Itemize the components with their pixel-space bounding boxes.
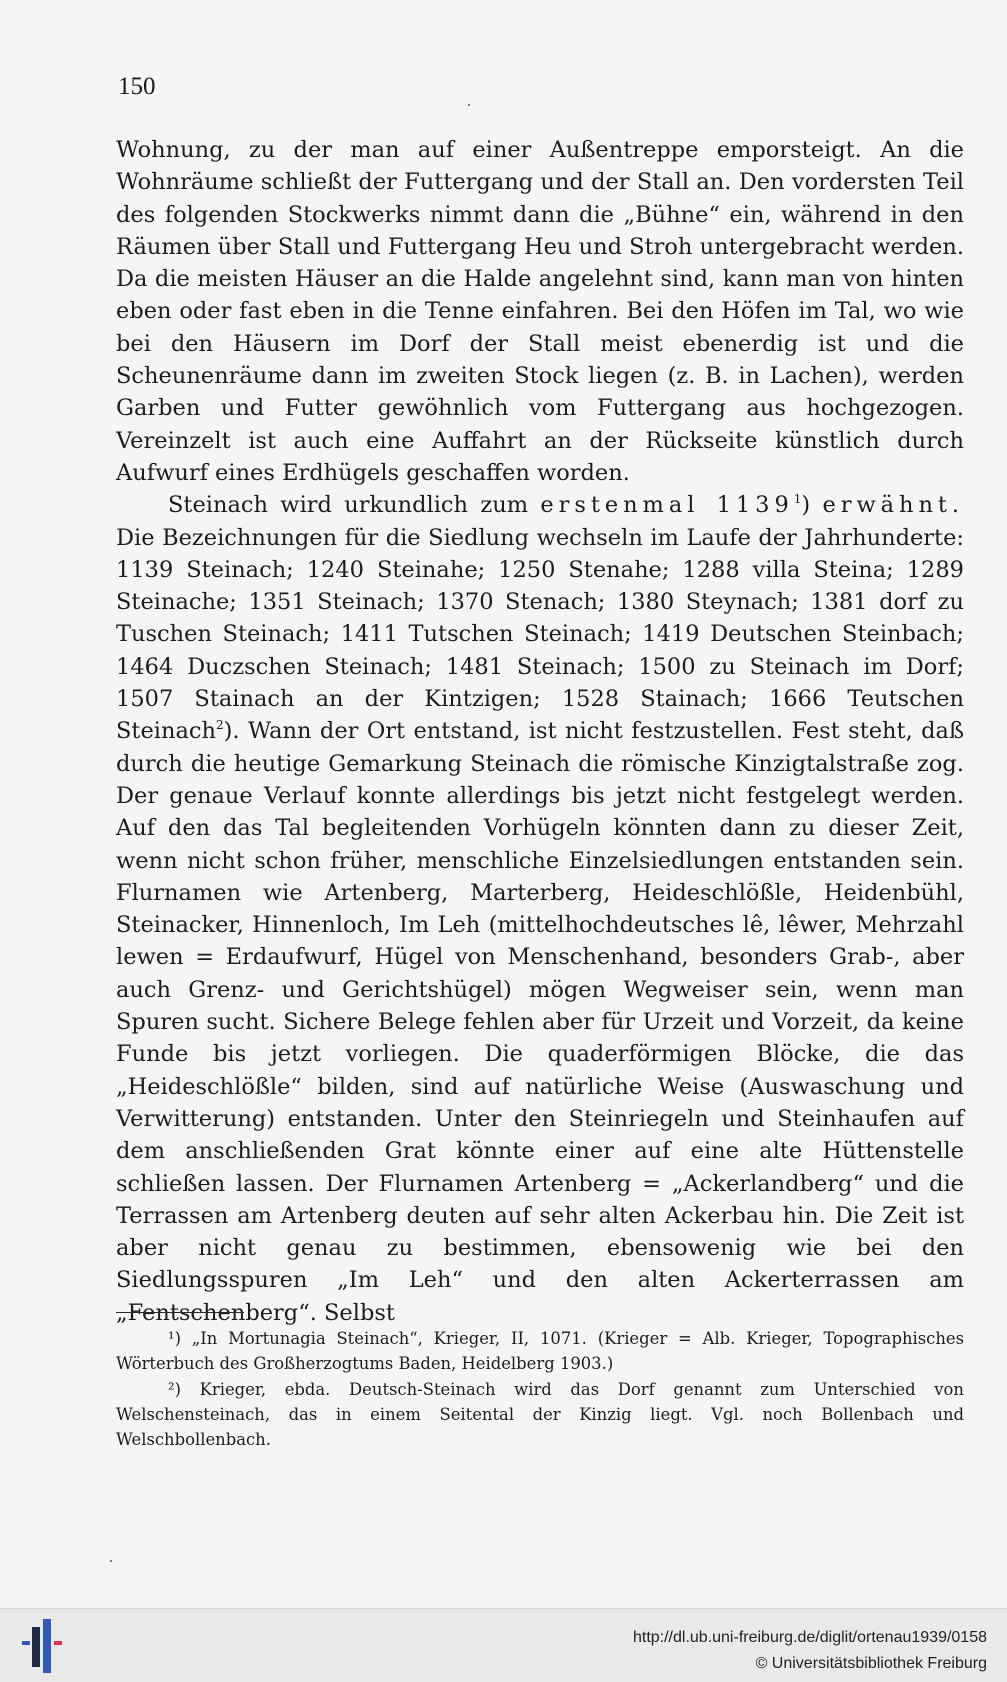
copyright: © Universitätsbibliothek Freiburg bbox=[755, 1655, 987, 1672]
viewer-footer bbox=[0, 1608, 1007, 1682]
scan-speck bbox=[110, 1560, 112, 1562]
scan-speck bbox=[468, 104, 470, 106]
footnote: ²) Krieger, ebda. Deutsch-Steinach wird das Dorf genannt zum Unterschied von Welschensteinach, das in einem Seitental der Kinzig liegt. Vgl. noch Bollenbach und Welschbollenbach. bbox=[116, 1379, 964, 1450]
footnote-ref[interactable]: 1 bbox=[793, 492, 802, 507]
text-run: ). Wann der Ort entstand, ist nicht festzustellen. Fest steht, daß durch die heutige Gemarkung Steinach die römische Kinzigtalstraße zog. Der genaue Verlauf konnte allerdings bis jetzt nicht festgelegt werden. Auf den das Tal begleitenden Vorhügeln könnten dann zu dieser Zeit, wenn nicht schon früher, menschliche Einzelsiedlungen entstanden sein. Flurnamen wie Artenberg, Marterberg, Heideschlößle, Heidenbühl, Steinacker, Hinnenloch, Im Leh (mittelhochdeutsches lê, lêwer, Mehrzahl lewen = Erdaufwurf, Hügel von Menschenhand, besonders Grab-, aber auch Grenz- und Gerichtshügel) mögen Wegweiser sein, wenn man Spuren sucht. Sichere Belege fehlen aber für Urzeit und Vorzeit, da keine Funde bis jetzt vorliegen. Die quaderförmigen Blöcke, die das „Heideschlößle“ bilden, sind auf natürliche Weise (Auswaschung und Verwitterung) entstanden. Unter den Steinriegeln und Steinhaufen auf dem anschließenden Grat könnte einer auf eine alte Hüttenstelle schließen lassen. Der Flurnamen Artenberg = „Ackerlandberg“ und die Terrassen am Artenberg deuten auf sehr alten Ackerbau hin. Die Zeit ist aber nicht genau zu bestimmen, ebensowenig wie bei den Siedlungsspuren „Im Leh“ und den alten Ackerterrassen am „Fentschenberg“. Selbst bbox=[116, 718, 964, 1326]
spaced-emphasis: erstenmal 1139 bbox=[540, 492, 794, 519]
spaced-emphasis: erwähnt. bbox=[822, 492, 965, 519]
footnote-ref[interactable]: 2 bbox=[215, 718, 224, 733]
text-run: ) bbox=[801, 492, 811, 519]
permalink[interactable]: http://dl.ub.uni-freiburg.de/diglit/ortenau1939/0158 bbox=[632, 1629, 987, 1646]
page-number: 150 bbox=[118, 73, 156, 100]
footnotes bbox=[116, 1326, 964, 1452]
body-text bbox=[116, 134, 964, 1329]
ub-freiburg-logo-icon[interactable] bbox=[22, 1619, 64, 1673]
paragraph bbox=[116, 489, 964, 1329]
paragraph: Wohnung, zu der man auf einer Außentreppe emporsteigt. An die Wohnräume schließt der Futtergang und der Stall an. Den vordersten Teil des folgenden Stockwerks nimmt dann die „Bühne“ ein, während in den Räumen über Stall und Futtergang Heu und Stroh untergebracht werden. Da die meisten Häuser an die Halde angelehnt sind, kann man von hinten eben oder fast eben in die Tenne einfahren. Bei den Höfen im Tal, wo wie bei den Häusern im Dorf der Stall meist ebenerdig ist und die Scheunenräume dann im zweiten Stock liegen (z. B. in Lachen), werden Garben und Futter gewöhnlich vom Futtergang aus hochgezogen. Vereinzelt ist auch eine Auffahrt an der Rückseite künstlich durch Aufwurf eines Erdhügels geschaffen worden. bbox=[116, 137, 964, 486]
text-run: Die Bezeichnungen für die Siedlung wechseln im Laufe der Jahrhunderte: 1139 Steinach; 1240 Steinahe; 1250 Stenahe; 1288 villa Steina; 1289 Steinache; 1351 Steinach; 1370 Stenach; 1380 Steynach; 1381 dorf zu Tuschen Steinach; 1411 Tutschen Steinach; 1419 Deutschen Steinbach; 1464 Duczschen Steinach; 1481 Steinach; 1500 zu Steinach im Dorf; 1507 Stainach an der Kintzigen; 1528 Stainach; 1666 Teutschen Steinach bbox=[116, 524, 964, 745]
footnote-divider bbox=[116, 1312, 244, 1313]
footnote: ¹) „In Mortunagia Steinach“, Krieger, II, 1071. (Krieger = Alb. Krieger, Topographisches Wörterbuch des Großherzogtums Baden, Heidelberg 1903.) bbox=[116, 1329, 964, 1374]
text-run: Steinach wird urkundlich zum bbox=[168, 492, 529, 519]
